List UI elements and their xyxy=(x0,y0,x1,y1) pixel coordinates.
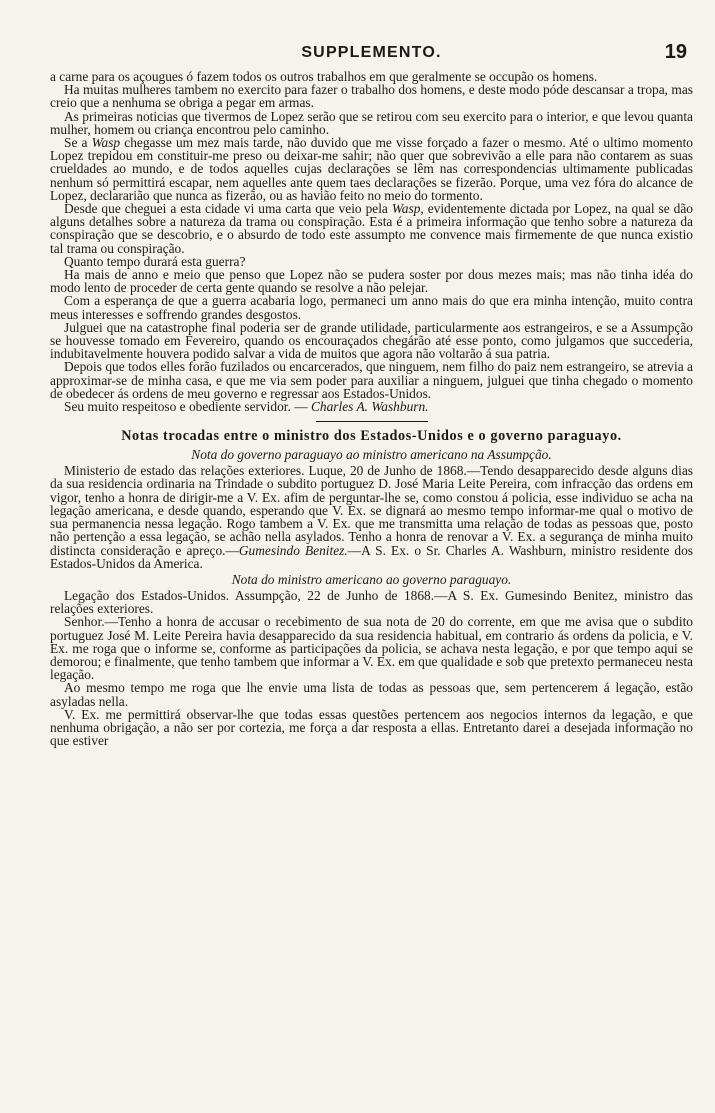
paragraph: Ha muitas mulheres tambem no exercito para fazer o trabalho dos homens, e deste modo póde descansar a tropa, mas creio que a nenhuma se obriga a pegar em armas. xyxy=(50,82,693,111)
paragraph: a carne para os açougues ó fazem todos os outros trabalhos em que geralmente se occupão os homens. xyxy=(50,69,598,84)
text-run: Ministerio de estado das relações exteriores. Luque, 20 de Junho de 1868.—Tendo desapparecido desde alguns dias da sua residencia ordinaria na Trindade o subdito portuguez D. José Maria Leite Pereira, com infracção das ordens em vigor, tenho a honra de dirigir-me a V. Ex. afim de perguntar-lhe se, como constou á policia, esse individuo se acha na legação americana, e desde quando, esperando que V. Ex. se dignará ao mesmo tempo informar-me qual o motivo de sua permanencia nessa legação. Rogo tambem a V. Ex. que me transmitta uma relação de todas as pessoas que, posto não pertenção a essa legação, se achão nella asylados. Tenho a honra de renovar a V. Ex. a segurança de minha muito distincta consideração e apreço.— xyxy=(50,463,693,558)
paragraph: Quanto tempo durará esta guerra? xyxy=(64,253,246,269)
paragraph: As primeiras noticias que tivermos de Lopez serão que se retirou com seu exercito para o interior, e que levou quanta mulher, homem ou criança encontrou pelo caminho. xyxy=(50,108,693,137)
paragraph: Ao mesmo tempo me roga que lhe envie uma lista de todas as pessoas que, sem pertencerem á legação, estão asyladas nella. xyxy=(50,680,693,709)
page-number: 19 xyxy=(664,41,687,63)
running-head xyxy=(50,41,693,70)
paragraph xyxy=(50,202,693,255)
paragraph xyxy=(50,464,693,570)
paragraph: Depois que todos elles forão fuzilados ou encarcerados, que ninguem, nem filho do paiz nem estrangeiro, se atrevia a approximar-se de minha casa, e que me via sem poder para auxiliar a ninguem, julguei que tinha chegado o momento de obedecer ás ordens de meu governo e regressar aos Estados-Unidos. xyxy=(50,359,693,401)
text-run: Seu muito respeitoso e obediente servidor. — xyxy=(64,399,308,415)
paragraph xyxy=(50,136,693,202)
ship-name: Wasp xyxy=(391,201,421,217)
article-body xyxy=(50,70,693,747)
paragraph: V. Ex. me permittirá observar-lhe que todas essas questões pertencem aos negocios internos da legação, e que nenhuma obrigação, a não ser por cortezia, me força a dar resposta a ellas. Entretanto darei a desejada informação no que estiver xyxy=(50,706,693,749)
text-run: , evidentemente dictada por Lopez, na qual se dão alguns detalhes sobre a natureza da trama ou conspiração. Esta é a primeira informação que tenho sobre a natureza da conspiração que se descobrio, e o absurdo de todo este assumpto me convence mais firmemente de que nunca existio tal trama ou conspiração. xyxy=(50,201,693,256)
section-heading: Notas trocadas entre o ministro dos Estados-Unidos e o governo paraguayo. xyxy=(121,428,622,445)
note-heading: Nota do ministro americano ao governo paraguayo. xyxy=(231,571,512,587)
signature-name: Charles A. Washburn. xyxy=(310,399,429,415)
paragraph: Legação dos Estados-Unidos. Assumpção, 22 de Junho de 1868.—A S. Ex. Gumesindo Benitez, ministro das relações exteriores. xyxy=(50,587,693,617)
section-divider xyxy=(316,421,428,422)
text-run: Se a xyxy=(64,135,88,151)
ship-name: Wasp xyxy=(91,135,121,151)
note-heading: Nota do governo paraguayo ao ministro americano na Assumpção. xyxy=(191,447,552,463)
running-title: SUPPLEMENTO. xyxy=(301,44,442,61)
signature-name: Gumesindo Benitez. xyxy=(238,542,348,558)
text-run: chegasse um mez mais tarde, não duvido que me visse forçado a fazer o mesmo. Até o ultimo momento Lopez trepidou em constituir-me preso ou deixar-me sahir; não quer que sobrevivão a elle para não contarem as suas crueldades ao mundo, e de todos aquelles cujas declarações se lêm nas correspondencias ultimamente publicadas nenhum só permittirá escapar, nem aquelles ante quem taes declarações se fizerão. Porque, uma vez fóra do alcance de Lopez, declararião que nunca as fizerão, ou as havião feito no meio do tormento. xyxy=(50,135,693,203)
closing-signature xyxy=(50,400,693,413)
text-run: —A S. Ex. o Sr. Charles A. Washburn, ministro residente dos Estados-Unidos da America. xyxy=(50,542,693,571)
paragraph: Ha mais de anno e meio que penso que Lopez não se pudera soster por dous mezes mais; mas não tinha idéa do modo lento de proceder de certa gente quando se resolve a não pelejar. xyxy=(50,267,693,296)
paragraph: Julguei que na catastrophe final poderia ser de grande utilidade, particularmente aos estrangeiros, e se a Assumpção se houvesse tomado em Fevereiro, quando os encouraçados chegárão até esse ponto, como julgamos que succederia, indubitavelmente houvera podido salvar a vida de muitos que agora não voltarão á sua patria. xyxy=(50,319,693,362)
paragraph: Senhor.—Tenho a honra de accusar o recebimento de sua nota de 20 do corrente, em que me avisa que o subdito portuguez José M. Leite Pereira havia desapparecido da sua residencia habitual, em contrario ás ordens da policia, e V. Ex. me roga que o informe se, conforme as participações da policia, se achava nesta legação, e por que tempo aqui se demorou; e finalmente, que tenho tambem que informar a V. Ex. em que qualidade e sob que pretexto permaneceu nesta legação. xyxy=(50,614,693,683)
text-run: Desde que cheguei a esta cidade vi uma carta que veio pela xyxy=(64,201,388,217)
paragraph: Com a esperança de que a guerra acabaria logo, permaneci um anno mais do que era minha intenção, muito contra meus interesses e soffrendo grandes desgostos. xyxy=(50,293,693,322)
